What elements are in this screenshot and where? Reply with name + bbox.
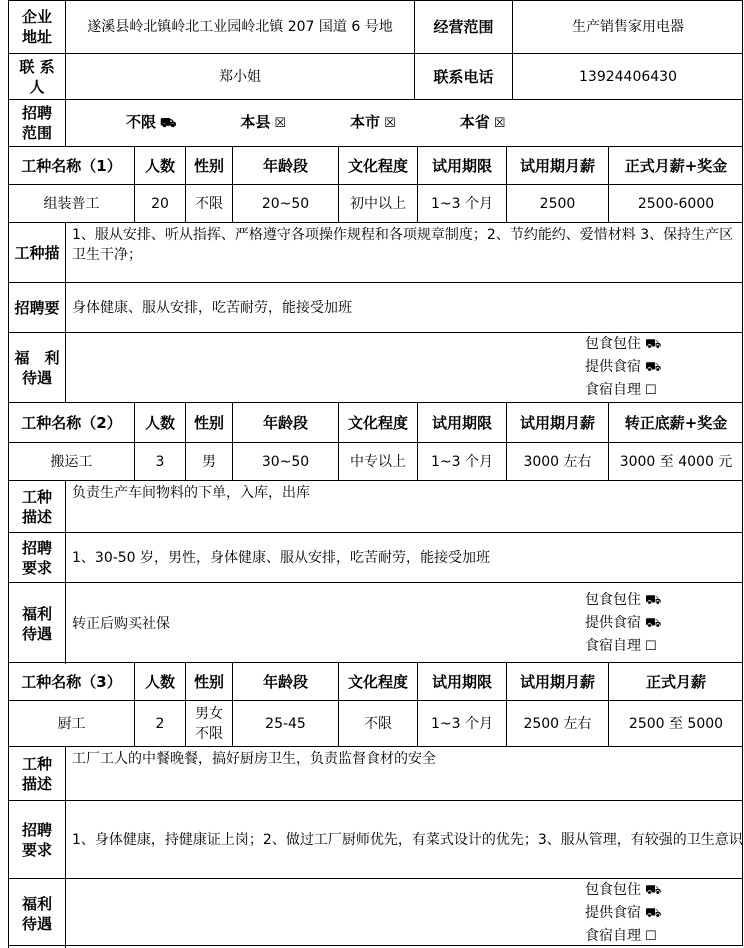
job-header-text: 性别 [193,413,224,432]
welfare-option-label: 包食包住 [585,336,641,352]
job-header [338,146,417,184]
checkbox-icon: ⛟ [645,883,662,898]
job-header-text: 工种名称（2） [21,413,122,432]
checkbox-icon: ☐ [645,639,657,654]
job-value [185,184,232,222]
welfare-value [65,582,579,664]
job-header [232,402,338,442]
job-value [338,700,417,746]
job-header-text: 试用期月薪 [519,413,595,432]
job-header [608,146,743,184]
job-value-text: 2500 左右 [523,715,592,732]
desc-label-text: 工种 描述 [21,487,52,526]
checkbox-icon: ⛟ [645,593,662,608]
job-header-text: 正式月薪+奖金 [624,156,728,175]
req-label [8,800,65,878]
job-value-text: 不限 [364,715,392,732]
desc-value-text: 负责生产车间物料的下单，入库，出库 [72,485,310,501]
welfare-option [585,379,657,402]
job-value [338,184,417,222]
checkbox-icon: ⛟ [645,337,662,352]
job-header-text: 文化程度 [347,156,408,175]
scope-label [414,0,512,53]
job-header [506,402,608,442]
address-value-text: 遂溪县岭北镇岭北工业园岭北镇 207 国道 6 号地 [87,19,393,35]
job-value-text: 25-45 [265,715,306,732]
contact-label-text: 联 系 人 [19,57,55,96]
job-header [417,662,506,700]
job-header [417,402,506,442]
desc-label-text: 工种 描述 [21,754,52,793]
checkbox-icon: ☐ [645,929,657,944]
range-label [8,99,65,146]
range-option [126,112,176,134]
req-value [65,532,743,582]
job-header [338,402,417,442]
job-value [417,442,506,480]
req-label-text: 招聘 要求 [21,820,52,859]
welfare-options [579,582,743,664]
desc-label [8,480,65,532]
req-label [8,282,65,332]
welfare-value [65,878,579,948]
job-value [185,700,232,746]
welfare-label-text: 福利 待遇 [21,894,52,933]
job-value-text: 2500-6000 [637,195,715,212]
welfare-option-label: 食宿自理 [585,382,641,398]
range-option [240,112,286,134]
welfare-option [585,925,657,948]
range-option-label: 本省 [459,113,490,131]
job-value-text: 1~3 个月 [431,195,493,212]
job-header [232,146,338,184]
job-header [8,146,134,184]
welfare-option-label: 食宿自理 [585,928,641,944]
job-value-text: 20~50 [261,195,310,212]
welfare-option-label: 提供食宿 [585,615,641,631]
job-header-text: 人数 [144,413,175,432]
job-value [8,184,134,222]
job-header [338,662,417,700]
address-label [8,0,65,53]
job-value-text: 30~50 [261,453,310,470]
req-value-text: 1、身体健康，持健康证上岗；2、做过工厂厨师优先，有菜式设计的优先；3、服从管理，有较强的卫生意识 [72,831,743,848]
job-header [185,662,232,700]
welfare-options [579,332,743,402]
range-option [350,112,396,134]
checkbox-icon: ⛟ [645,616,662,631]
welfare-label [8,582,65,664]
range-option-label: 本市 [350,113,381,131]
job-header-text: 正式月薪 [645,672,706,691]
phone-label [414,53,512,99]
job-header [134,662,185,700]
welfare-value [65,332,579,402]
job-header-text: 转正底薪+奖金 [624,413,728,432]
recruitment-range [65,99,743,146]
req-label [8,532,65,582]
welfare-option-label: 食宿自理 [585,638,641,654]
job-header-text: 试用期月薪 [519,672,595,691]
job-header [506,662,608,700]
job-header-text: 试用期限 [431,156,492,175]
range-option-label: 不限 [126,113,157,131]
welfare-options [579,878,743,948]
job-header [417,146,506,184]
job-value [417,700,506,746]
job-header [608,662,743,700]
req-value-text: 1、30-50 岁，男性，身体健康、服从安排，吃苦耐劳，能接受加班 [72,549,491,566]
req-label-text: 招聘要 [14,298,60,317]
job-value [608,700,743,746]
welfare-option [585,612,661,635]
job-value [417,184,506,222]
range-option-label: 本县 [240,113,271,131]
scope-value [512,0,743,53]
range-label-text: 招聘 范围 [21,104,52,142]
job-header-text: 试用期限 [431,413,492,432]
desc-value [65,746,743,800]
job-value [506,442,608,480]
welfare-option [585,879,661,902]
job-value [232,184,338,222]
job-value [608,184,743,222]
job-value [185,442,232,480]
job-header [185,146,232,184]
phone-value-text: 13924406430 [579,68,677,85]
job-value-text: 组装普工 [43,195,100,212]
job-value-text: 20 [151,195,169,212]
job-header-text: 人数 [144,672,175,691]
job-header-text: 文化程度 [347,672,408,691]
job-header-text: 文化程度 [347,413,408,432]
req-value-text: 身体健康、服从安排，吃苦耐劳，能接受加班 [72,299,352,316]
checkbox-icon: ⛟ [645,360,662,375]
job-header [232,662,338,700]
job-value-text: 2 [155,715,165,732]
job-header [8,402,134,442]
job-value-text: 1~3 个月 [431,715,493,732]
job-header [134,402,185,442]
checkbox-icon: ☒ [274,116,287,131]
welfare-option [585,635,657,658]
job-value [134,184,185,222]
job-value [506,184,608,222]
job-header [608,402,743,442]
scope-value-text: 生产销售家用电器 [572,19,684,35]
contact-value [65,53,414,99]
job-header-text: 年龄段 [262,156,308,175]
job-value [134,700,185,746]
checkbox-icon: ☒ [384,116,396,131]
job-header-text: 性别 [193,672,224,691]
phone-value [512,53,743,99]
job-value-text: 2500 至 5000 [628,715,724,732]
welfare-option [585,589,661,612]
job-value-text: 男 [202,453,216,470]
job-value-text: 初中以上 [350,195,406,212]
welfare-option [585,356,661,379]
job-value-text: 3 [155,453,165,470]
job-value [8,700,134,746]
job-value-text: 厨工 [57,715,86,732]
welfare-label [8,332,65,402]
job-value-text: 中专以上 [350,453,406,470]
job-header [185,402,232,442]
desc-label-text: 工种描 [14,243,60,262]
job-value [232,700,338,746]
contact-value-text: 郑小姐 [219,68,261,85]
job-header-text: 工种名称（1） [21,156,122,175]
job-value-text: 1~3 个月 [431,453,493,470]
checkbox-icon: ⛟ [160,116,177,131]
welfare-option-label: 提供食宿 [585,905,641,921]
desc-value [65,222,743,282]
job-value-text: 不限 [195,195,223,212]
range-option [460,112,506,134]
checkbox-icon: ☒ [493,116,506,131]
req-value [65,800,743,878]
job-value-text: 3000 左右 [523,453,592,470]
req-label-text: 招聘 要求 [21,538,52,577]
welfare-option [585,902,661,925]
contact-label [8,53,65,99]
job-value [506,700,608,746]
job-value-text: 搬运工 [50,453,93,470]
welfare-label-text: 福 利 待遇 [14,348,60,387]
job-header-text: 工种名称（3） [21,672,122,691]
welfare-label [8,878,65,948]
job-header-text: 试用期限 [431,672,492,691]
welfare-option-label: 提供食宿 [585,359,641,375]
desc-label [8,222,65,282]
job-header-text: 试用期月薪 [519,156,595,175]
job-value-text: 2500 [539,195,576,212]
job-value-text: 3000 至 4000 元 [619,453,733,470]
checkbox-icon: ☐ [645,383,657,398]
welfare-option [585,333,661,356]
job-value [232,442,338,480]
job-header [506,146,608,184]
job-header-text: 人数 [144,156,175,175]
desc-label [8,746,65,800]
desc-value-text: 工厂工人的中餐晚餐，搞好厨房卫生，负责监督食材的安全 [72,751,436,767]
address-value [65,0,414,53]
job-value [608,442,743,480]
req-value [65,282,743,332]
welfare-label-text: 福利 待遇 [21,604,52,643]
desc-value-text: 1、服从安排、听从指挥、严格遵守各项操作规程和各项规章制度；2、节约能约、爱惜材料 3、保持生产区卫生干净； [72,227,734,263]
address-label-text: 企业 地址 [21,8,52,46]
job-value-text: 男女 不限 [195,705,223,742]
welfare-option-label: 包食包住 [585,882,641,898]
checkbox-icon: ⛟ [645,906,662,921]
welfare-value-text: 转正后购买社保 [72,615,170,632]
job-header [134,146,185,184]
job-value [338,442,417,480]
desc-value [65,480,743,532]
job-header-text: 性别 [193,156,224,175]
welfare-option-label: 包食包住 [585,592,641,608]
scope-label-text: 经营范围 [433,18,494,36]
job-header-text: 年龄段 [262,672,308,691]
job-header [8,662,134,700]
job-value [134,442,185,480]
job-header-text: 年龄段 [262,413,308,432]
phone-label-text: 联系电话 [433,67,494,86]
job-value [8,442,134,480]
